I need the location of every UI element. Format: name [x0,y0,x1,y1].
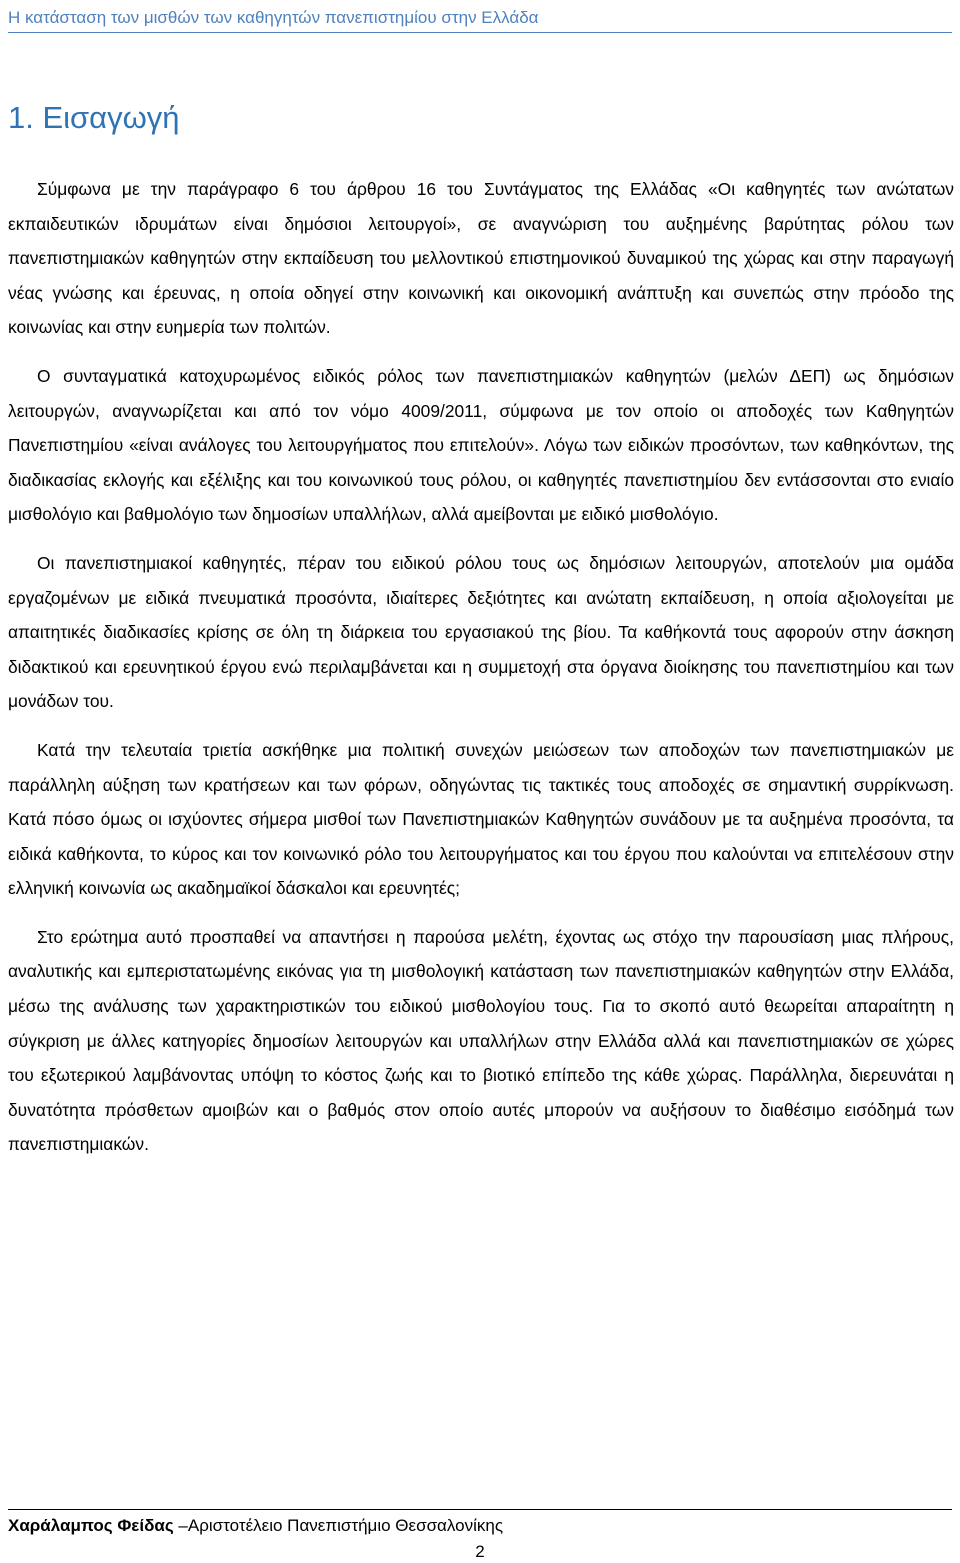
paragraph-4: Κατά την τελευταία τριετία ασκήθηκε μια πολιτική συνεχών μειώσεων των αποδοχών των πανεπιστημιακών με παράλληλη αύξηση των κρατήσεων και των φόρων, οδηγώντας τις τακτικές τους αποδοχές σε σημαντική συρρίκνωση. Κατά πόσο όμως οι ισχύοντες σήμερα μισθοί των Πανεπιστημιακών Καθηγητών συνάδουν με τα αυξημένα προσόντα, τα ειδικά καθήκοντα, το κύρος και τον κοινωνικό ρόλο του λειτουργήματος και του έργου που καλούνται να επιτελέσουν στην ελληνική κοινωνία ως ακαδημαϊκοί δάσκαλοι και ερευνητές; [8,739,954,899]
paragraph-5: Στο ερώτημα αυτό προσπαθεί να απαντήσει η παρούσα μελέτη, έχοντας ως στόχο την παρουσίαση μιας πλήρους, αναλυτικής και εμπεριστατωμένης εικόνας για τη μισθολογική κατάσταση των πανεπιστημιακών καθηγητών στην Ελλάδα, μέσω της ανάλυσης των χαρακτηριστικών του ειδικού μισθολογίου τους. Για το σκοπό αυτό θεωρείται απαραίτητη η σύγκριση με άλλες κατηγορίες δημοσίων λειτουργών και υπαλλήλων στην Ελλάδα αλλά και πανεπιστημιακών σε χώρες του εξωτερικού λαμβάνοντας υπόψη το κόστος ζωής και το βιοτικό επίπεδο της κάθε χώρας. Παράλληλα, διερευνάται η δυνατότητα πρόσθετων αμοιβών και ο βαθμός στον οποίο αυτές μπορούν να αυξήσουν το διαθέσιμο εισόδημά των πανεπιστημιακών. [8,926,954,1155]
page-footer [8,1509,952,1538]
running-header [8,6,952,33]
section-title: 1. Εισαγωγή [8,100,180,135]
page-number: 2 [475,1542,485,1561]
footer-author: Χαράλαμπος Φείδας [8,1516,174,1535]
running-header-title: Η κατάσταση των μισθών των καθηγητών πανεπιστημίου στην Ελλάδα [8,8,539,27]
footer-affiliation: –Αριστοτέλειο Πανεπιστήμιο Θεσσαλονίκης [173,1516,504,1535]
paragraph-3: Οι πανεπιστημιακοί καθηγητές, πέραν του ειδικού ρόλου τους ως δημόσιων λειτουργών, αποτελούν μια ομάδα εργαζομένων με ειδικά πνευματικά προσόντα, ιδιαίτερες δεξιότητες και ανώτατη εκπαίδευση, η οποία αξιολογείται με απαιτητικές διαδικασίες κρίσης σε όλη τη διάρκεια του εργασιακού της βίου. Τα καθήκοντά τους αφορούν στην άσκηση διδακτικού και ερευνητικού έργου ενώ περιλαμβάνεται και η συμμετοχή στα όργανα διοίκησης του πανεπιστημίου και των μονάδων του. [8,552,954,712]
body-text [8,172,954,1176]
paragraph-2: Ο συνταγματικά κατοχυρωμένος ειδικός ρόλος των πανεπιστημιακών καθηγητών (μελών ΔΕΠ) ως δημόσιων λειτουργών, αναγνωρίζεται και από τον νόμο 4009/2011, σύμφωνα με τον οποίο οι αποδοχές των Καθηγητών Πανεπιστημίου «είναι ανάλογες του λειτουργήματος που επιτελούν». Λόγω των ειδικών προσόντων, των καθηκόντων, της διαδικασίας εκλογής και εξέλιξης και του κοινωνικού τους ρόλου, οι καθηγητές πανεπιστημίου δεν εντάσσονται στο ενιαίο μισθολόγιο και βαθμολόγιο των δημοσίων υπαλλήλων, αλλά αμείβονται με ειδικό μισθολόγιο. [8,365,954,525]
paragraph-1: Σύμφωνα με την παράγραφο 6 του άρθρου 16 του Συντάγματος της Ελλάδας «Οι καθηγητές των ανώτατων εκπαιδευτικών ιδρυμάτων είναι δημόσιοι λειτουργοί», σε αναγνώριση του αυξημένης βαρύτητας ρόλου των πανεπιστημιακών καθηγητών στην εκπαίδευση του μελλοντικού επιστημονικού δυναμικού της χώρας και στην παραγωγή νέας γνώσης και έρευνας, η οποία οδηγεί στην κοινωνική και οικονομική ανάπτυξη και συνεπώς στην πρόοδο της κοινωνίας και στην ευημερία των πολιτών. [8,179,954,338]
